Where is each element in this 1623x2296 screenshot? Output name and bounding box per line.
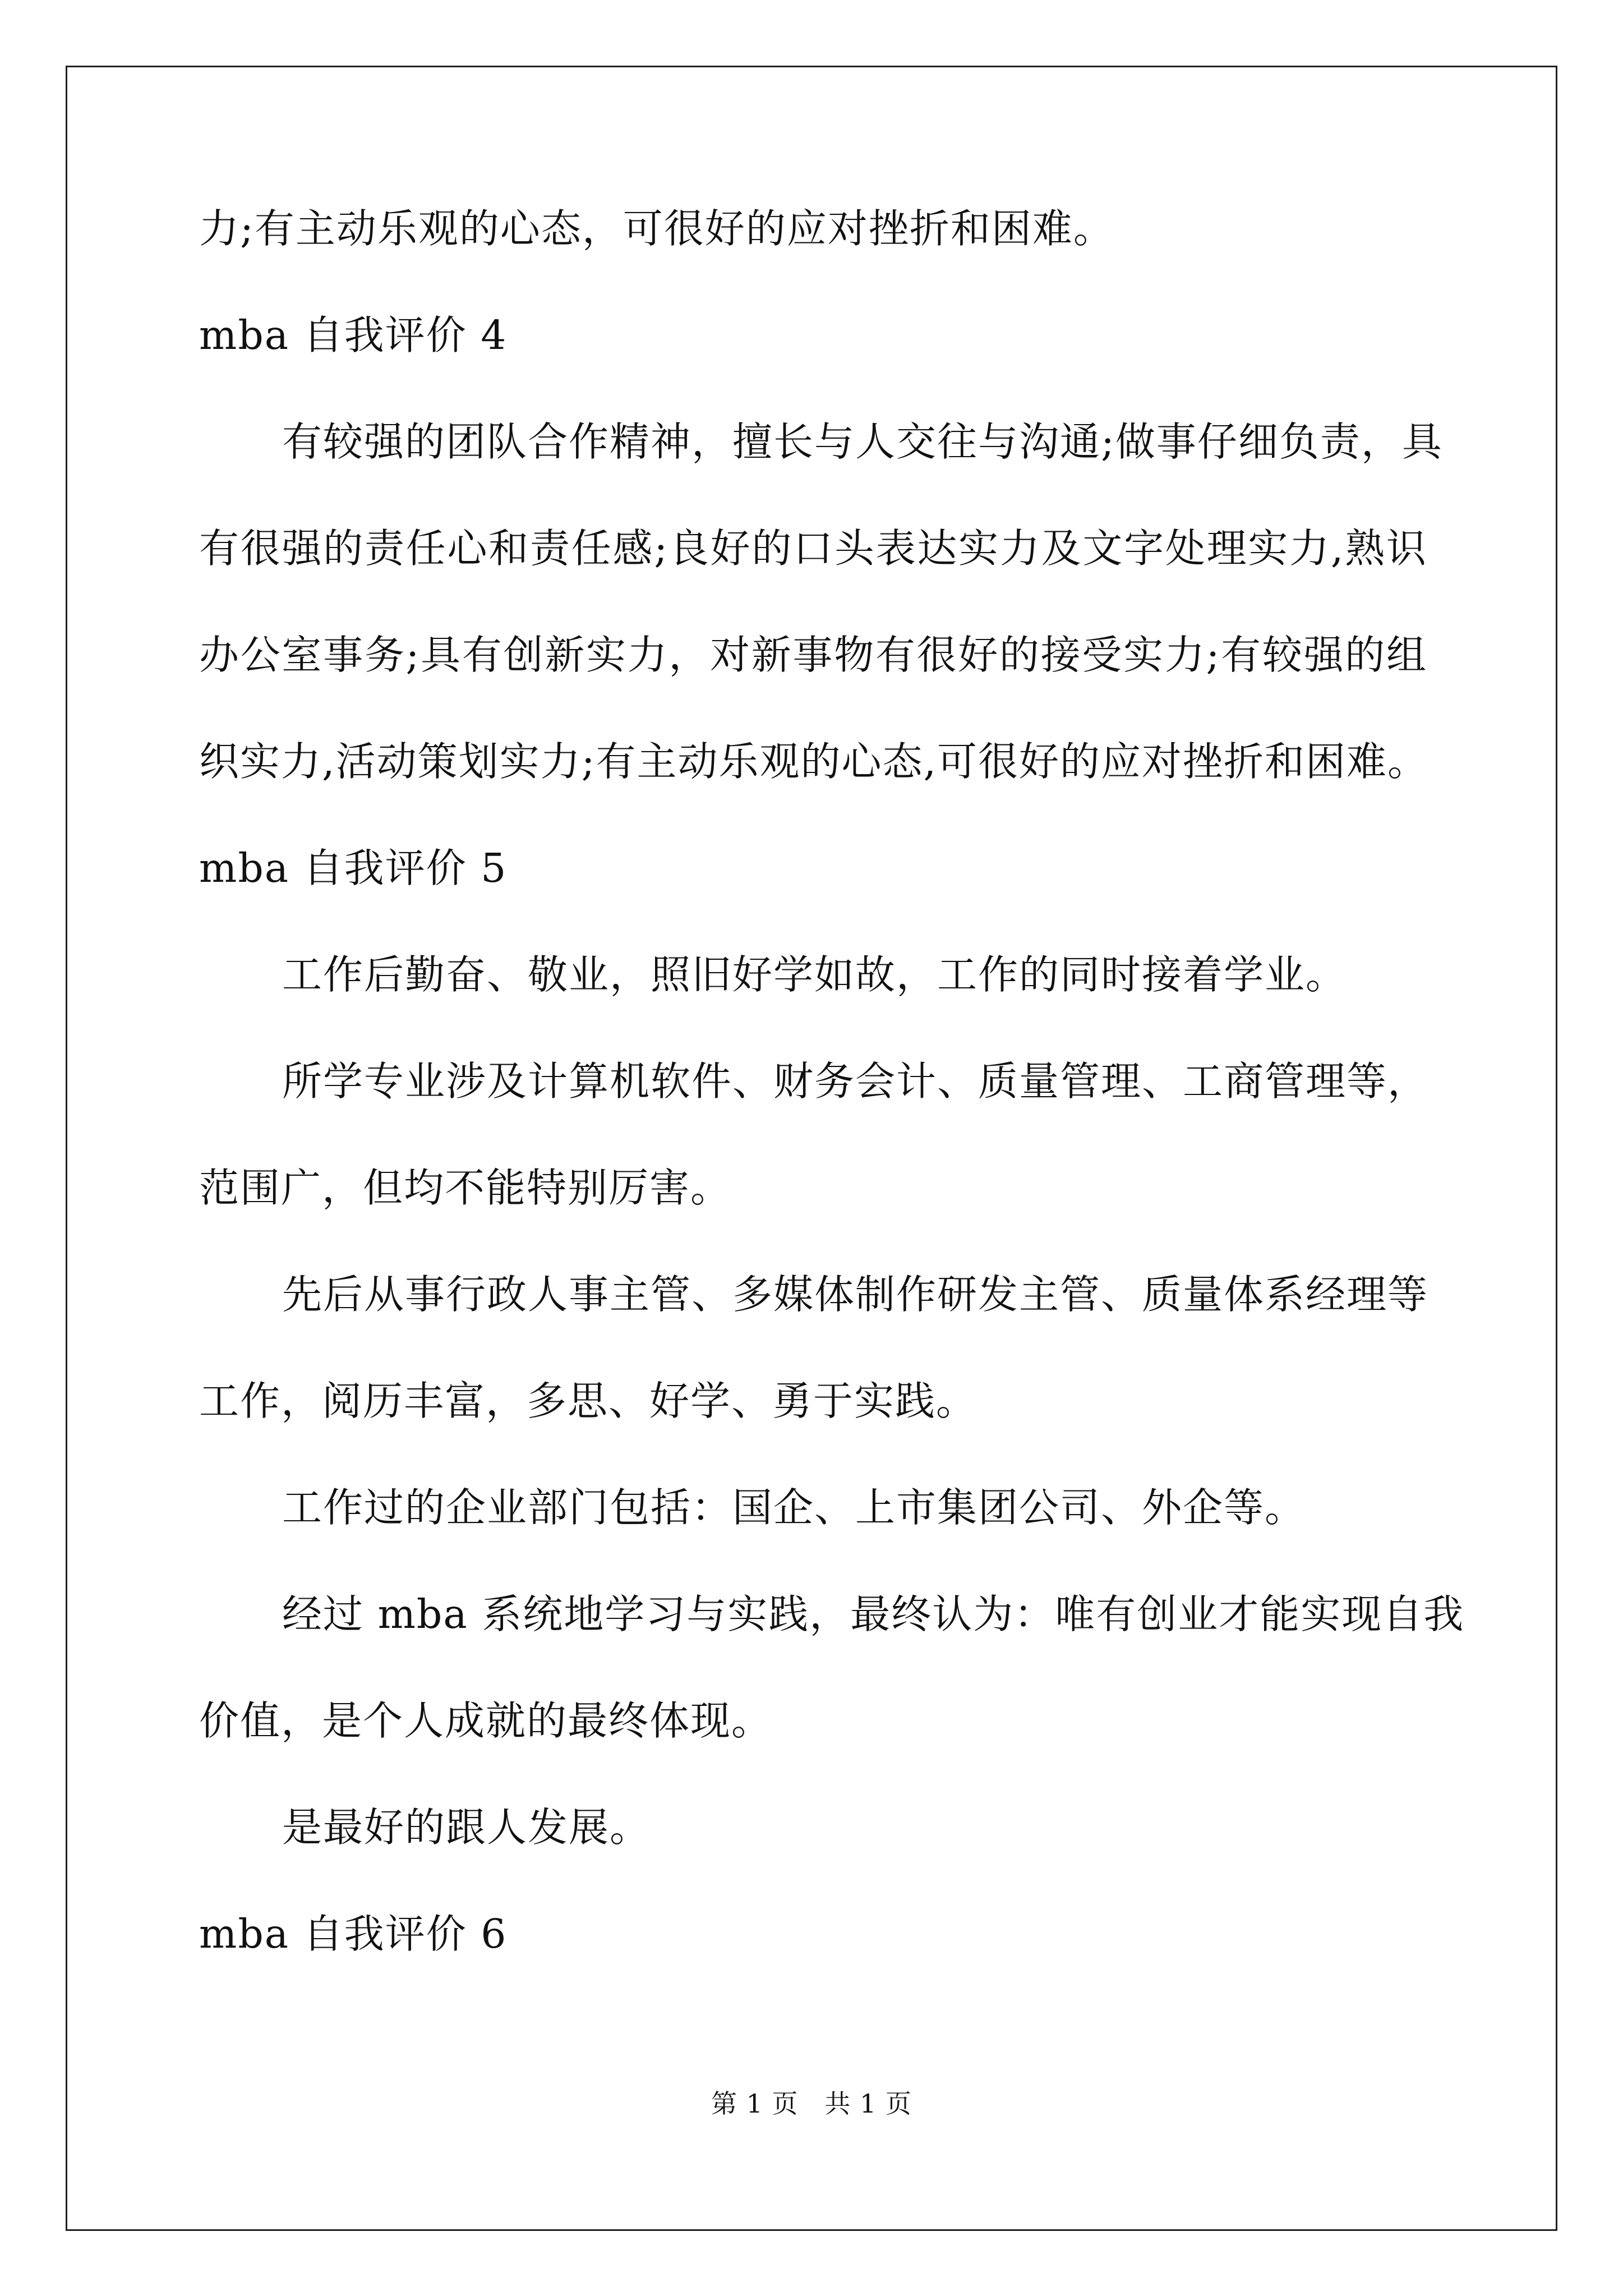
paragraph-line: 织实力,活动策划实力;有主动乐观的心态,可很好的应对挫折和困难。 — [199, 738, 1429, 785]
paragraph-line: 工作后勤奋、敬业，照旧好学如故，工作的同时接着学业。 — [282, 951, 1347, 998]
paragraph-line: 价值，是个人成就的最终体现。 — [199, 1697, 773, 1744]
section-heading: mba 自我评价 5 — [199, 845, 508, 891]
page-number-footer: 第 1 页 共 1 页 — [711, 2088, 912, 2119]
page-border — [66, 66, 1557, 2231]
section-heading: mba 自我评价 4 — [199, 312, 508, 358]
paragraph-line: 范围广，但均不能特别厉害。 — [199, 1165, 732, 1211]
paragraph-line: 先后从事行政人事主管、多媒体制作研发主管、质量体系经理等 — [282, 1271, 1429, 1318]
paragraph-line: 办公室事务;具有创新实力，对新事物有很好的接受实力;有较强的组 — [199, 632, 1427, 678]
paragraph-line: 有较强的团队合作精神，擅长与人交往与沟通;做事仔细负责，具 — [282, 418, 1443, 465]
paragraph-line: 所学专业涉及计算机软件、财务会计、质量管理、工商管理等， — [282, 1058, 1429, 1105]
paragraph-line: 经过 mba 系统地学习与实践，最终认为：唯有创业才能实现自我 — [282, 1591, 1465, 1637]
paragraph-line: 力;有主动乐观的心态，可很好的应对挫折和困难。 — [199, 205, 1114, 252]
paragraph-line: 工作，阅历丰富，多思、好学、勇于实践。 — [199, 1378, 978, 1424]
paragraph-line: 有很强的责任心和责任感;良好的口头表达实力及文字处理实力,熟识 — [199, 525, 1427, 572]
paragraph-line: 工作过的企业部门包括：国企、上市集团公司、外企等。 — [282, 1484, 1306, 1531]
section-heading: mba 自我评价 6 — [199, 1911, 508, 1957]
paragraph-line: 是最好的跟人发展。 — [282, 1804, 651, 1851]
